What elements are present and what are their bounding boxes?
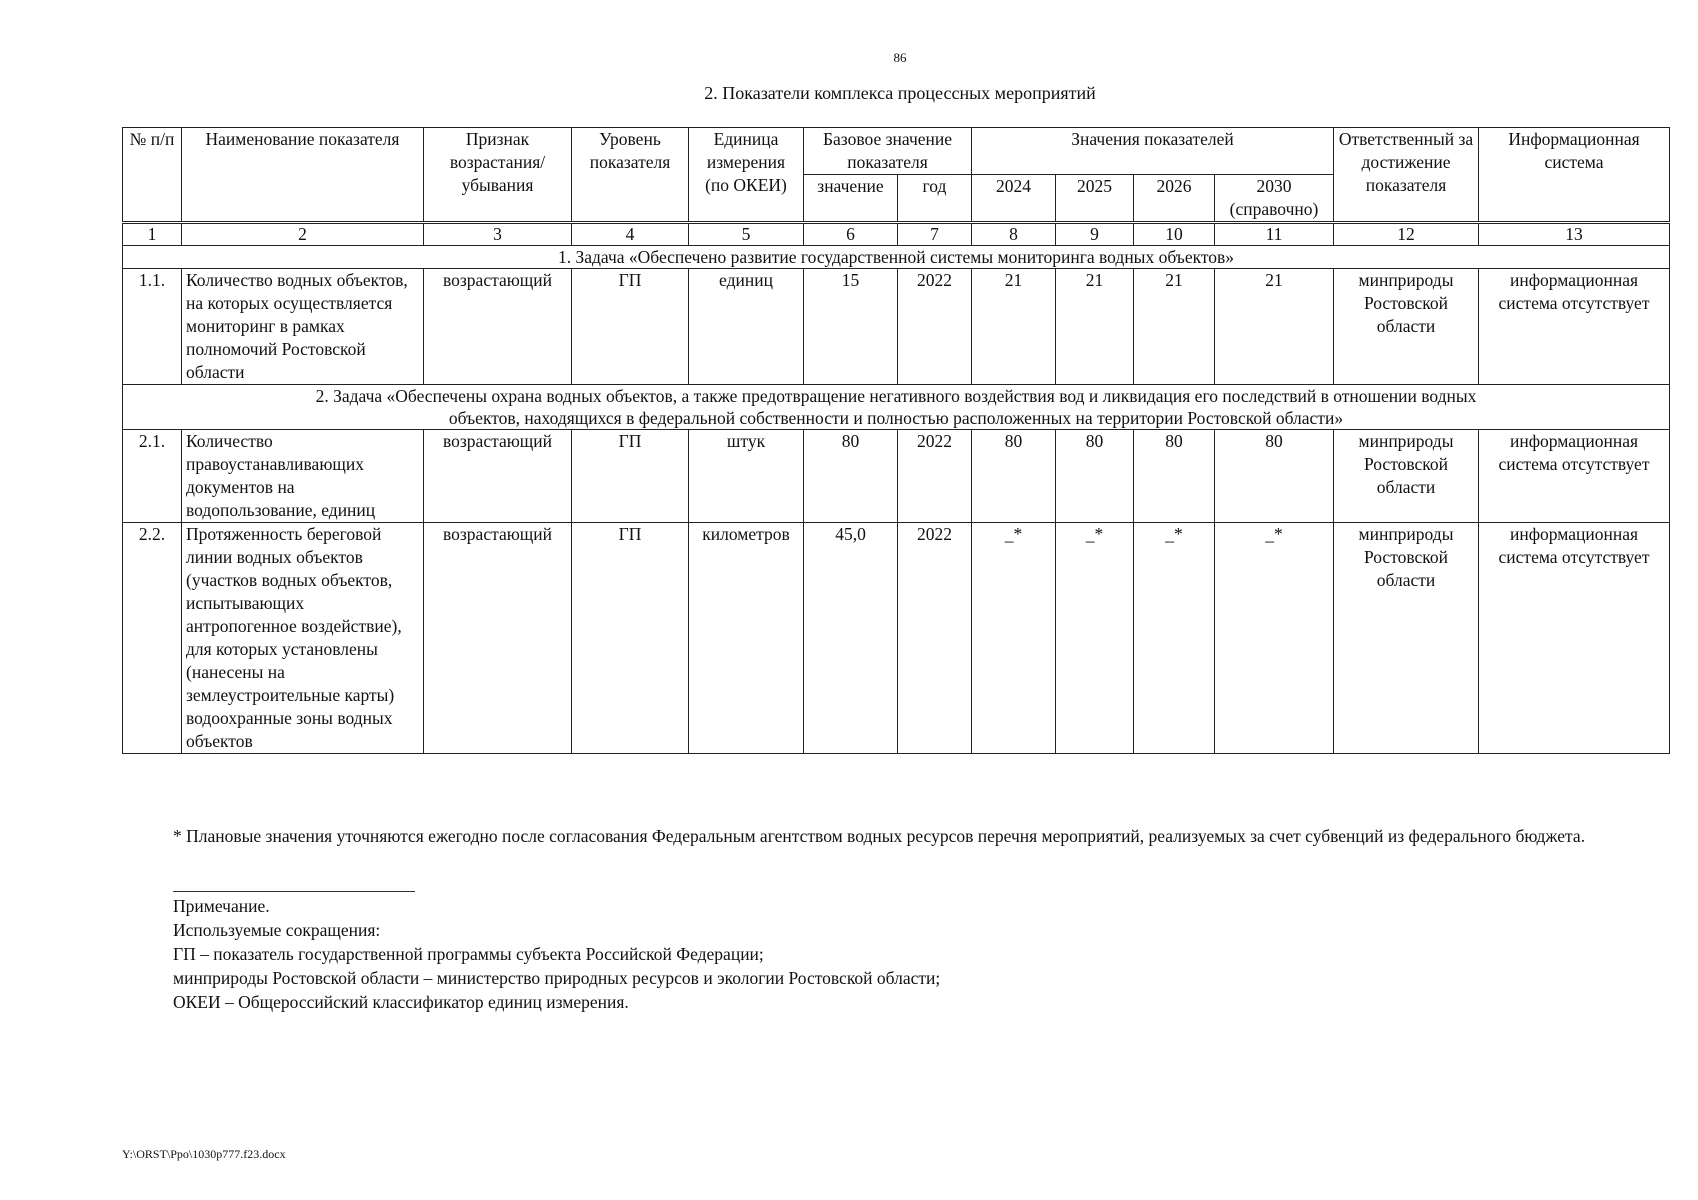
indicator-level: ГП: [572, 269, 689, 385]
header-responsible: Ответственный за достижение показателя: [1334, 128, 1479, 223]
column-number: 3: [424, 223, 572, 246]
task-1-row: [123, 246, 1670, 269]
note-divider: [173, 891, 415, 892]
section-title: 2. Показатели комплекса процессных мероприятий: [704, 83, 1096, 103]
indicators-table: [122, 127, 1670, 754]
notes-title: Примечание.: [173, 896, 270, 916]
responsible: минприроды Ростовской области: [1334, 523, 1479, 754]
header-info-system: Информационная система: [1479, 128, 1670, 223]
indicator-unit: километров: [689, 523, 804, 754]
notes-item: ГП – показатель государственной программы субъекта Российской Федерации;: [173, 944, 764, 964]
indicator-name: Протяженность береговой линии водных объектов (участков водных объектов, испытывающих антропогенное воздействие), для которых установлены (нанесены на землеустроительные карты) водоохранные зоны водных объектов: [182, 523, 424, 754]
value-2026: 80: [1134, 430, 1215, 523]
column-number: 12: [1334, 223, 1479, 246]
info-system: информационная система отсутствует: [1479, 430, 1670, 523]
column-number: 2: [182, 223, 424, 246]
value-2030: _*: [1215, 523, 1334, 754]
value-2026: 21: [1134, 269, 1215, 385]
header-2026: 2026: [1134, 175, 1215, 223]
base-value: 80: [804, 430, 898, 523]
column-number: 5: [689, 223, 804, 246]
header-2030: 2030 (справочно): [1215, 175, 1334, 223]
value-2030: 80: [1215, 430, 1334, 523]
notes: [173, 894, 940, 1014]
responsible: минприроды Ростовской области: [1334, 269, 1479, 385]
table-row: [123, 523, 1670, 754]
column-number: 9: [1056, 223, 1134, 246]
page-number: 86: [893, 50, 907, 65]
value-2030: 21: [1215, 269, 1334, 385]
value-2025: 21: [1056, 269, 1134, 385]
notes-item: ОКЕИ – Общероссийский классификатор единиц измерения.: [173, 992, 629, 1012]
indicator-level: ГП: [572, 523, 689, 754]
header-unit: Единица измерения (по ОКЕИ): [689, 128, 804, 223]
responsible: минприроды Ростовской области: [1334, 430, 1479, 523]
task-2-row: [123, 385, 1670, 430]
row-number: 2.1.: [123, 430, 182, 523]
row-number: 1.1.: [123, 269, 182, 385]
column-number: 8: [972, 223, 1056, 246]
notes-item: минприроды Ростовской области – министерство природных ресурсов и экологии Ростовской области;: [173, 968, 941, 988]
indicator-sign: возрастающий: [424, 430, 572, 523]
header-2024: 2024: [972, 175, 1056, 223]
column-number: 1: [123, 223, 182, 246]
column-number: 7: [898, 223, 972, 246]
header-level: Уровень показателя: [572, 128, 689, 223]
base-year: 2022: [898, 269, 972, 385]
task-1-heading: 1. Задача «Обеспечено развитие государственной системы мониторинга водных объектов»: [123, 246, 1670, 269]
base-year: 2022: [898, 523, 972, 754]
indicator-sign: возрастающий: [424, 269, 572, 385]
value-2024: _*: [972, 523, 1056, 754]
header-row-1: [123, 128, 1670, 175]
table-row: [123, 269, 1670, 385]
header-num: № п/п: [123, 128, 182, 223]
indicator-unit: штук: [689, 430, 804, 523]
base-year: 2022: [898, 430, 972, 523]
indicator-sign: возрастающий: [424, 523, 572, 754]
value-2024: 21: [972, 269, 1056, 385]
value-2024: 80: [972, 430, 1056, 523]
header-name: Наименование показателя: [182, 128, 424, 223]
info-system: информационная система отсутствует: [1479, 523, 1670, 754]
footnote: * Плановые значения уточняются ежегодно после согласования Федеральным агентством водных ресурсов перечня мероприятий, реализуемых за счет субвенций из федерального бюджета.: [173, 826, 1586, 846]
base-value: 45,0: [804, 523, 898, 754]
info-system: информационная система отсутствует: [1479, 269, 1670, 385]
header-values: Значения показателей: [972, 128, 1334, 175]
task-2-heading: 2. Задача «Обеспечены охрана водных объектов, а также предотвращение негативного воздействия вод и ликвидация его последствий в отношении водных объектов, находящихся в федеральной собственности и полностью расположенных на территории Ростовской области»: [123, 385, 1670, 430]
table-row: [123, 430, 1670, 523]
column-number: 10: [1134, 223, 1215, 246]
notes-subtitle: Используемые сокращения:: [173, 920, 381, 940]
header-base: Базовое значение показателя: [804, 128, 972, 175]
indicator-unit: единиц: [689, 269, 804, 385]
indicator-level: ГП: [572, 430, 689, 523]
header-base-year: год: [898, 175, 972, 223]
value-2025: 80: [1056, 430, 1134, 523]
indicator-name: Количество водных объектов, на которых осуществляется мониторинг в рамках полномочий Ростовской области: [182, 269, 424, 385]
column-numbers-row: [123, 223, 1670, 246]
base-value: 15: [804, 269, 898, 385]
value-2025: _*: [1056, 523, 1134, 754]
header-base-value: значение: [804, 175, 898, 223]
column-number: 13: [1479, 223, 1670, 246]
column-number: 11: [1215, 223, 1334, 246]
indicator-name: Количество правоустанавливающих документов на водопользование, единиц: [182, 430, 424, 523]
column-number: 4: [572, 223, 689, 246]
column-number: 6: [804, 223, 898, 246]
row-number: 2.2.: [123, 523, 182, 754]
header-sign: Признак возрастания/ убывания: [424, 128, 572, 223]
file-path: Y:\ORST\Ppo\1030p777.f23.docx: [122, 1147, 286, 1161]
value-2026: _*: [1134, 523, 1215, 754]
header-2025: 2025: [1056, 175, 1134, 223]
